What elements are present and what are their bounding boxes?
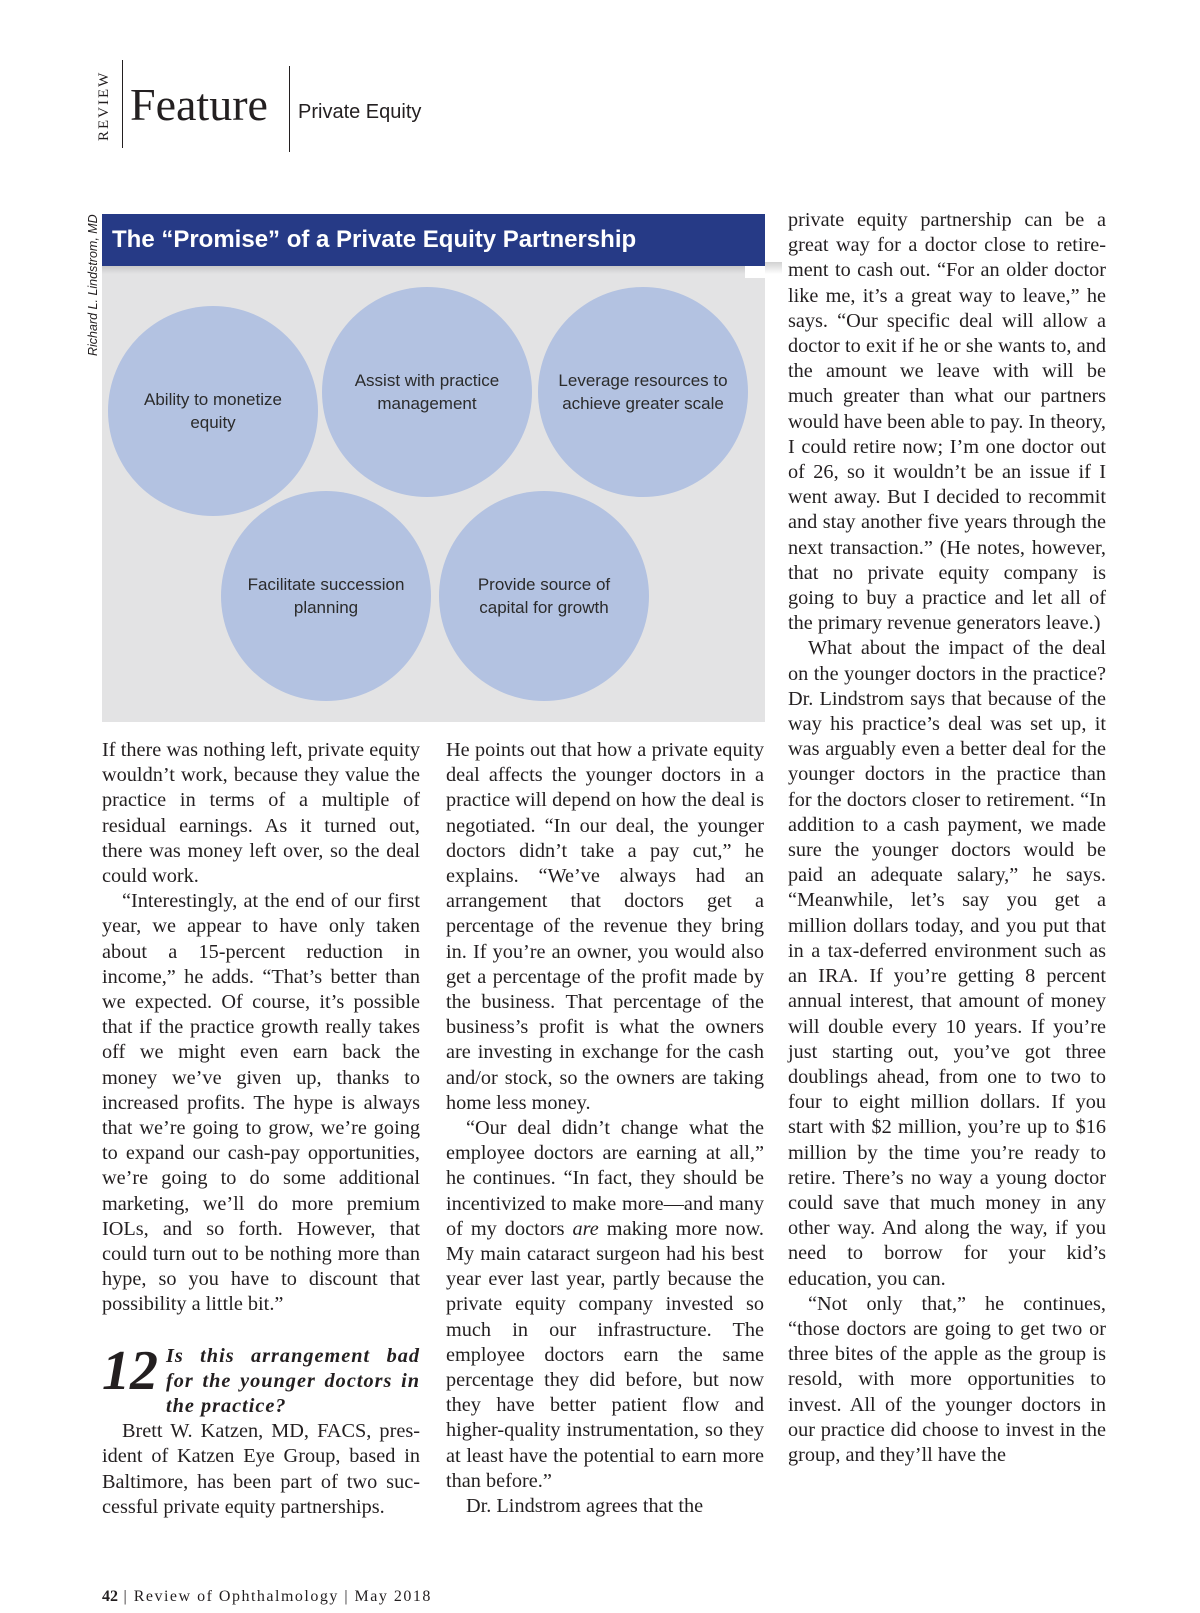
footer-separator: | xyxy=(123,1588,129,1605)
figure-title: The “Promise” of a Private Equity Partnership xyxy=(102,214,765,266)
paragraph: He points out that how a private equity deal affects the younger doctors in a practice will depend on how the deal is negotiated. “In our deal, the younger doctors didn’t take a pay cut,” he explains. “We’ve always had an arrangement that doctors get a percentage of the revenue they bring in. If you’re an owner, you would also get a percentage of the profit made by the business. That percentage of the business’s profit is what the owners are investing in exchange for the cash and/or stock, so the owners are taking home less money. xyxy=(446,739,764,1114)
circle-label: Provide source of capital for growth xyxy=(477,575,611,617)
figure-circle xyxy=(439,491,649,701)
question-heading xyxy=(102,1339,420,1420)
paragraph: “Not only that,” he continues, “those doctors are going to get two or three bites of the apple as the group is resold, with more opportunities to invest. All of the younger doctors in our practice did choose to invest in the group, and they’ll have the xyxy=(788,1292,1106,1466)
circle-label: Ability to monetize equity xyxy=(144,390,282,432)
circle-label: Leverage resources to achieve greater scale xyxy=(558,371,728,413)
header-divider xyxy=(289,66,290,152)
text-column-3 xyxy=(788,208,1106,1468)
topic-label: Private Equity xyxy=(298,101,422,123)
paragraph: “Interestingly, at the end of our first year, we appear to have only taken about a 15-percent reduction in income,” he adds. “That’s better than we expected. Of course, it’s possible that if the practice growth really takes off we might even earn back the money we’ve given up, thanks to increased profits. The hype is always that we’re going to grow, we’re going to expand our cash-pay opportunities, we’re going to do some additional marketing, we’ll do more premium IOLs, and so forth. However, that could turn out to be nothing more than hype, so you have to discount that possibility a little bit.” xyxy=(102,890,420,1316)
footer-separator: | xyxy=(344,1588,350,1605)
text-run: “Our deal didn’t change what the employee doctors are earning at all,” he continues. “In fact, they should be incentivized to make more—and many of my doctors xyxy=(446,1117,764,1240)
question-text: Is this arrangement bad for the younger doctors in the practice? xyxy=(166,1344,420,1418)
section-label: REVIEW xyxy=(96,70,112,142)
paragraph: Brett W. Katzen, MD, FACS, president of Katzen Eye Group, based in Baltimore, has been part of two successful private equity partnerships. xyxy=(102,1420,420,1518)
circle-label: Assist with practice management xyxy=(354,371,500,413)
figure-circle xyxy=(108,306,318,516)
circle-label: Facilitate succession planning xyxy=(247,575,405,617)
paragraph: private equity partnership can be a great way for a doctor close to retirement to cash out. “For an older doctor like me, it’s a great way to leave,” he says. “Our specific deal will allow a doctor to exit if he or she wants to, and the amount we leave with will be much greater than what our partners would have been able to pay. In theory, I could retire now; I’m one doctor out of 26, so it wouldn’t be an issue if I went away. But I decided to recommit and stay another five years through the next transaction.” (He notes, however, that no private equity company is going to buy a practice and let all of the primary revenue generators leave.) xyxy=(788,209,1106,635)
feature-heading: Feature xyxy=(130,79,268,130)
text-column-1 xyxy=(102,738,420,1520)
paragraph: What about the impact of the deal on the younger doctors in the practice? Dr. Lindstrom says that because of the way his practice’s deal was set up, it was arguably even a better deal for the younger doctors in the practice than for the doctors closer to retirement. “In addition to a cash payment, we made sure the younger doctors would be paid an adequate salary,” he says. “Meanwhile, let’s say you get a million dollars today, and you put that in a tax-deferred environment such as an IRA. If you’re getting 8 percent annual interest, that amount of money will double every 10 years. If you’re just starting out, you’ve got three doublings ahead, from one to two to four to eight million dollars. If you start with $2 million, you’re up to $16 million by the time you’re ready to retire. There’s no way a young doctor could save that much money in any other way. And along the way, if you need to borrow for your kid’s education, you can. xyxy=(788,637,1106,1290)
figure-circle xyxy=(538,287,748,497)
page-number: 42 xyxy=(102,1588,118,1605)
photo-credit: Richard L. Lindstrom, MD xyxy=(86,214,100,356)
figure-circle xyxy=(322,287,532,497)
figure-circle xyxy=(221,491,431,701)
publication-name: Review of Ophthalmology xyxy=(133,1588,339,1605)
paragraph: If there was nothing left, private equity wouldn’t work, because they value the practice in terms of a multiple of residual earnings. As it turned out, there was money left over, so the deal could work. xyxy=(102,739,420,888)
emphasis: are xyxy=(572,1217,599,1240)
page-footer xyxy=(102,1588,432,1606)
paragraph: Dr. Lindstrom agrees that the xyxy=(466,1495,704,1518)
question-number: 12 xyxy=(102,1339,158,1402)
text-column-2 xyxy=(446,738,764,1519)
issue-date: May 2018 xyxy=(354,1588,432,1605)
header-divider xyxy=(122,60,123,148)
paragraph xyxy=(446,1116,764,1494)
text-run: making more now. My main cataract surgeon had his best year ever last year, partly because the private equity company invested so much in our infrastructure. The employee doctors earn the same percentage they did before, but now they have better patient flow and higher-quality instrumentation, so they at least have the potential to earn more than before.” xyxy=(446,1217,764,1492)
